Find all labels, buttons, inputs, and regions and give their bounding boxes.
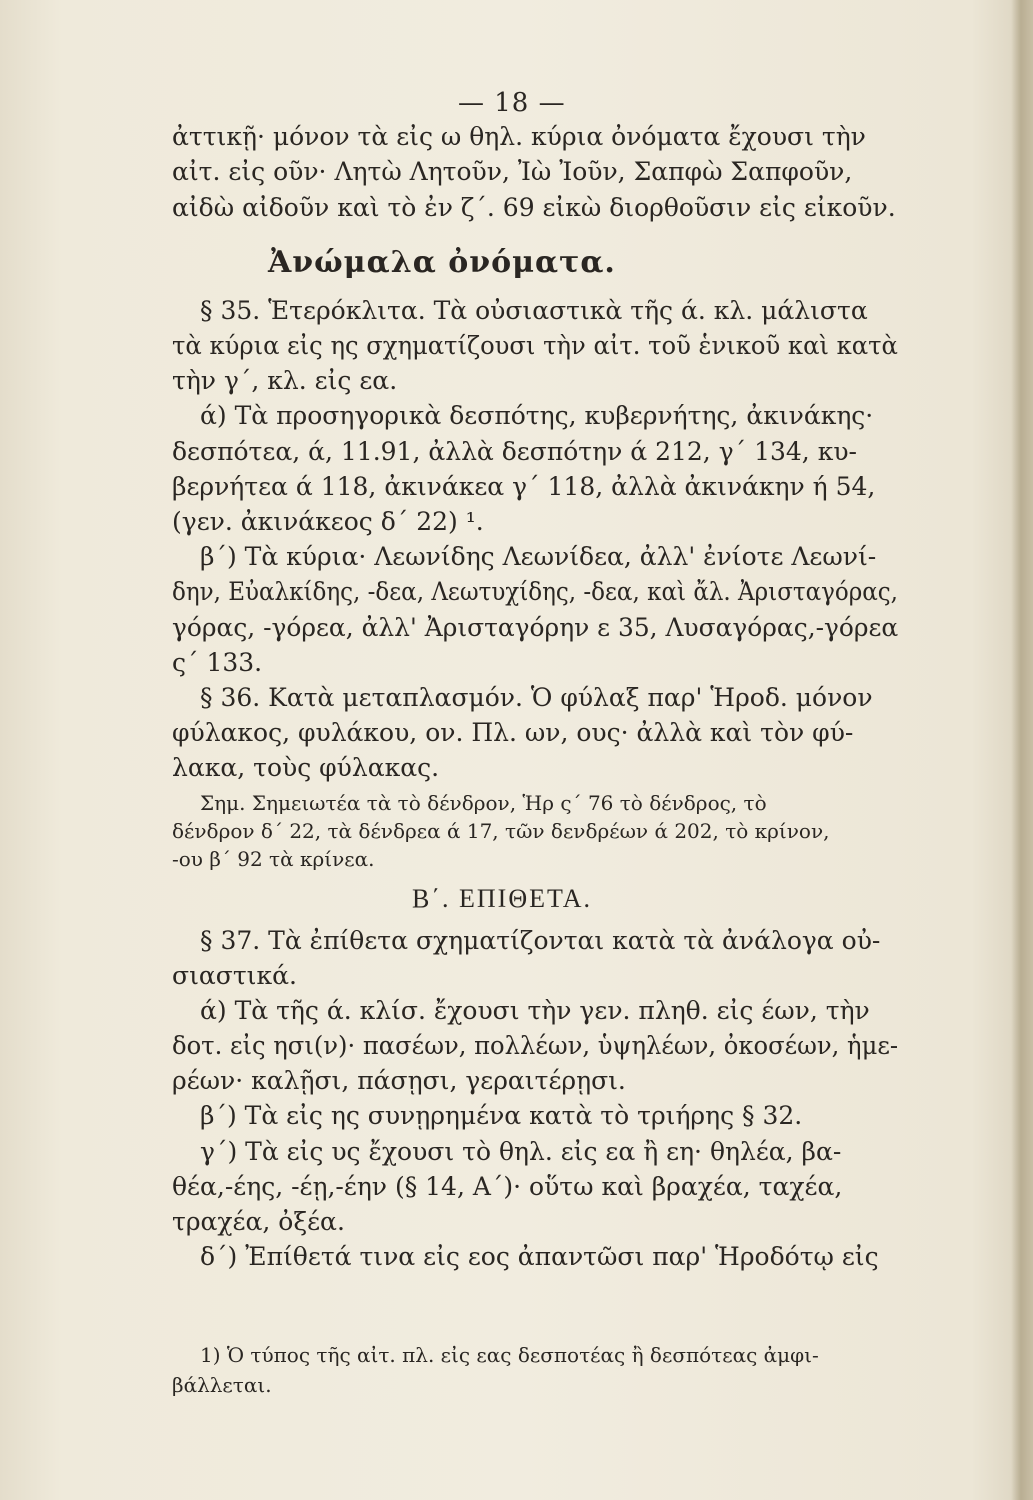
page-number: — 18 — [458,88,566,118]
text-line: γόρας, -γόρεα, ἀλλ' Ἀρισταγόρην ε 35, Λυσαγόρας,-γόρεα [172,613,899,642]
note-line: -ου β΄ 92 τὰ κρίνεα. [172,847,375,871]
page-edge-shadow [1011,0,1033,1500]
text-line: δοτ. εἰς ησι(ν)· πασέων, πολλέων, ὑψηλέων, ὀκοσέων, ἡμε- [172,1031,899,1060]
note-line: Σημ. Σημειωτέα τὰ τὸ δένδρον, Ἡρ ς΄ 76 τὸ δένδρος, τὸ [200,791,767,815]
text-line: ἀττικῇ· μόνον τὰ εἰς ω θηλ. κύρια ὀνόματα ἔχουσι τὴν [172,122,866,151]
text-line: γ΄) Τὰ εἰς υς ἔχουσι τὸ θηλ. εἰς εα ἢ εη· θηλέα, βα- [200,1137,842,1166]
footnote-line: 1) Ὁ τύπος τῆς αἰτ. πλ. εἰς εας δεσποτέας ἢ δεσπότεας ἀμφι- [200,1343,819,1367]
text-line: αἰτ. εἰς οῦν· Λητὼ Λητοῦν, Ἰὼ Ἰοῦν, Σαπφὼ Σαπφοῦν, [172,157,853,186]
text-line: δεσπότεα, ά, 11.91, ἀλλὰ δεσπότην ά 212, γ΄ 134, κυ- [172,437,857,466]
text-line: ς΄ 133. [172,648,263,677]
text-line: β΄) Τὰ εἰς ης συνῃρημένα κατὰ τὸ τριήρης § 32. [200,1101,803,1130]
heading-anomala: Ἀνώμαλα ὀνόματα. [268,245,616,280]
note-line: δένδρον δ΄ 22, τὰ δένδρεα ά 17, τῶν δενδρέων ά 202, τὸ κρίνον, [172,819,830,843]
heading-epitheta: Β΄. ΕΠΙΘΕΤΑ. [412,884,593,913]
text-line: αἰδὼ αἰδοῦν καὶ τὸ ἐν ζ΄. 69 εἰκὼ διορθοῦσιν εἰς εἰκοῦν. [172,193,896,222]
text-line: τὰ κύρια εἰς ης σχηματίζουσι τὴν αἰτ. τοῦ ἑνικοῦ καὶ κατὰ [172,331,898,360]
text-line: β΄) Τὰ κύρια· Λεωνίδης Λεωνίδεα, ἀλλ' ἐνίοτε Λεωνί- [200,542,877,571]
section-35: § 35. Ἑτερόκλιτα. Τὰ οὐσιαστικὰ τῆς ά. κλ. μάλιστα [200,296,868,325]
section-36: § 36. Κατὰ μεταπλασμόν. Ὁ φύλαξ παρ' Ἡροδ. μόνον [200,683,873,712]
text-line: τραχέα, ὀξέα. [172,1207,345,1236]
text-line: (γεν. ἀκινάκεος δ΄ 22) ¹. [172,507,484,536]
text-line: δ΄) Ἐπίθετά τινα εἰς εος ἀπαντῶσι παρ' Ἡροδότῳ εἰς [200,1242,879,1271]
text-line: λακα, τοὺς φύλακας. [172,753,440,782]
text-line: φύλακος, φυλάκου, ον. Πλ. ων, ους· ἀλλὰ καὶ τὸν φύ- [172,718,854,747]
text-line: σιαστικά. [172,961,297,990]
text-line: ρέων· καλῇσι, πάσῃσι, γεραιτέρῃσι. [172,1066,626,1095]
footnote-line: βάλλεται. [172,1373,272,1397]
text-line: ά) Τὰ τῆς ά. κλίσ. ἔχουσι τὴν γεν. πληθ. εἰς έων, τὴν [200,996,870,1025]
text-line: δην, Εὐαλκίδης, -δεα, Λεωτυχίδης, -δεα, καὶ ἄλ. Ἀρισταγόρας, [172,577,898,606]
section-37: § 37. Τὰ ἐπίθετα σχηματίζονται κατὰ τὰ ἀνάλογα οὐ- [200,926,881,955]
text-line: θέα,-έης, -έῃ,-έην (§ 14, Α΄)· οὕτω καὶ βραχέα, ταχέα, [172,1172,843,1201]
text-line: ά) Τὰ προσηγορικὰ δεσπότης, κυβερνήτης, ἀκινάκης· [200,401,874,430]
text-line: τὴν γ΄, κλ. εἰς εα. [172,366,398,395]
text-line: βερνήτεα ά 118, ἀκινάκεα γ΄ 118, ἀλλὰ ἀκινάκην ή 54, [172,472,876,501]
